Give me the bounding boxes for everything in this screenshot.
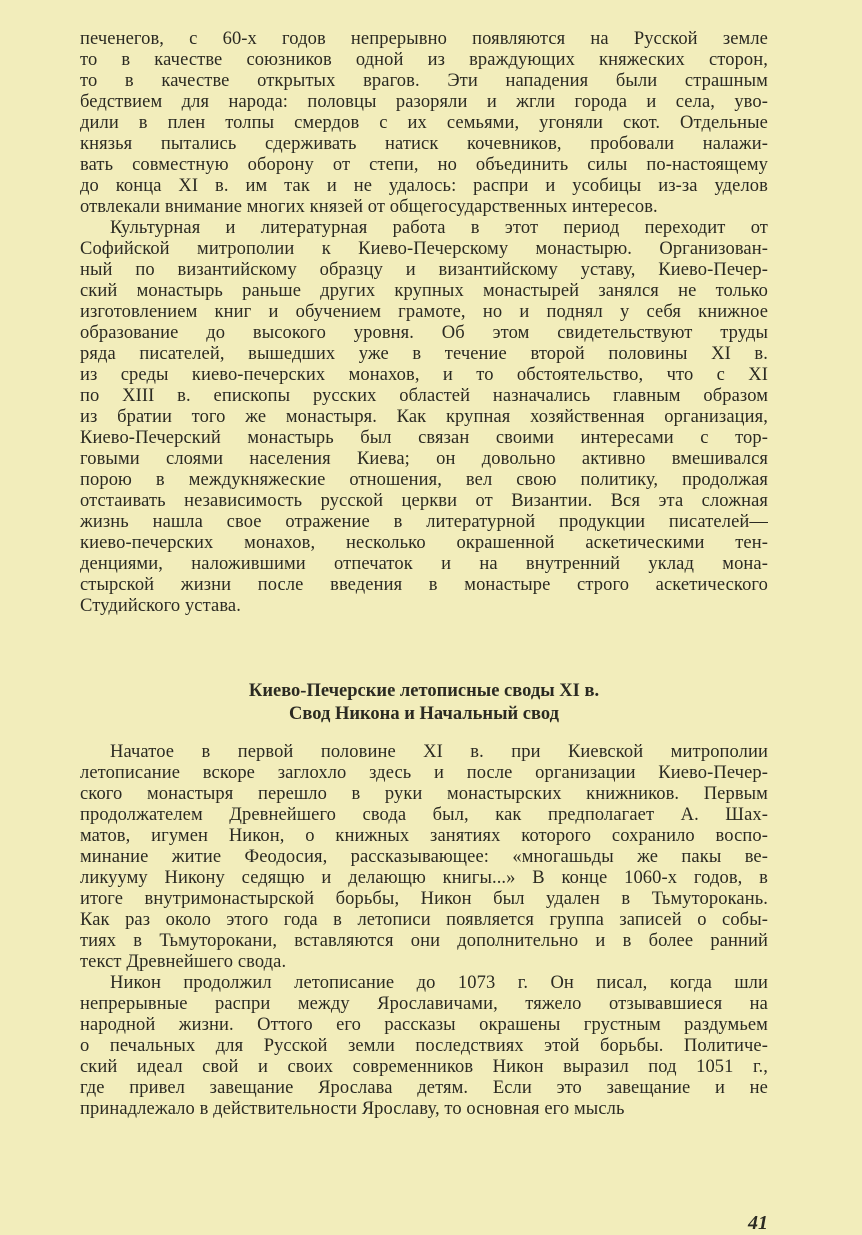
text-line: из братии того же монастыря. Как крупная хозяйственная организация, bbox=[80, 407, 768, 427]
text-line: князья пытались сдерживать натиск кочевников, пробовали налажи- bbox=[80, 134, 768, 154]
text-line: говыми слоями населения Киева; он довольно активно вмешивался bbox=[80, 449, 768, 469]
text-line: Начатое в первой половине XI в. при Киевской митрополии bbox=[110, 742, 768, 762]
text-line: Киево-Печерский монастырь был связан своими интересами с тор- bbox=[80, 428, 768, 448]
text-line: минание житие Феодосия, рассказывающее: «многашьды же пакы ве- bbox=[80, 847, 768, 867]
heading-line-1: Киево-Печерские летописные своды XI в. bbox=[248, 681, 600, 701]
text-section-2 bbox=[80, 742, 768, 1120]
paragraph bbox=[80, 742, 768, 973]
text-line: отстаивать независимость русской церкви от Византии. Вся эта сложная bbox=[80, 491, 768, 511]
text-line: ряда писателей, вышедших уже в течение второй половины XI в. bbox=[80, 344, 768, 364]
text-line: Никон продолжил летописание до 1073 г. Он писал, когда шли bbox=[110, 973, 768, 993]
section-heading bbox=[80, 680, 768, 726]
text-line: ский монастырь раньше других крупных монастырей занялся не только bbox=[80, 281, 768, 301]
paragraph bbox=[80, 973, 768, 1120]
text-line: продолжателем Древнейшего свода был, как предполагает А. Шах- bbox=[80, 805, 768, 825]
text-line: отвлекали внимание многих князей от общегосударственных интересов. bbox=[80, 197, 658, 217]
text-line: ликууму Никону седящю и делающю книгы...» В конце 1060-х годов, в bbox=[80, 868, 768, 888]
text-line: текст Древнейшего свода. bbox=[80, 952, 287, 972]
text-line: принадлежало в действительности Ярославу, то основная его мысль bbox=[80, 1099, 625, 1119]
heading-line-2: Свод Никона и Начальный свод bbox=[289, 704, 559, 724]
text-line: бедствием для народа: половцы разоряли и жгли города и села, уво- bbox=[80, 92, 768, 112]
text-line: Студийского устава. bbox=[80, 596, 241, 616]
text-line: непрерывные распри между Ярославичами, тяжело отзывавшиеся на bbox=[80, 994, 768, 1014]
text-line: тиях в Тьмуторокани, вставляются они дополнительно и в более ранний bbox=[80, 931, 768, 951]
text-line: Как раз около этого года в летописи появляется группа записей о собы- bbox=[80, 910, 768, 930]
text-section-1 bbox=[80, 29, 768, 617]
text-line: ского монастыря перешло в руки монастырских книжников. Первым bbox=[80, 784, 768, 804]
text-line: Софийской митрополии к Киево-Печерскому монастырю. Организован- bbox=[80, 239, 768, 259]
text-line: то в качестве союзников одной из враждующих княжеских сторон, bbox=[80, 50, 768, 70]
text-line: изготовлением книг и обучением грамоте, но и поднял у себя книжное bbox=[80, 302, 768, 322]
text-line: образование до высокого уровня. Об этом свидетельствуют труды bbox=[80, 323, 768, 343]
text-line: итоге внутримонастырской борьбы, Никон был удален в Тьмуторокань. bbox=[80, 889, 768, 909]
text-line: до конца XI в. им так и не удалось: распри и усобицы из-за уделов bbox=[80, 176, 768, 196]
text-line: Культурная и литературная работа в этот период переходит от bbox=[110, 218, 768, 238]
text-line: киево-печерских монахов, несколько окрашенной аскетическими тен- bbox=[80, 533, 768, 553]
text-line: летописание вскоре заглохло здесь и после организации Киево-Печер- bbox=[80, 763, 768, 783]
page-number: 41 bbox=[748, 1212, 768, 1234]
paragraph bbox=[80, 218, 768, 617]
text-line: стырской жизни после введения в монастыре строго аскетического bbox=[80, 575, 768, 595]
text-line: то в качестве открытых врагов. Эти нападения были страшным bbox=[80, 71, 768, 91]
text-line: матов, игумен Никон, о книжных занятиях которого сохранило воспо- bbox=[80, 826, 768, 846]
paragraph bbox=[80, 29, 768, 218]
text-line: о печальных для Русской земли последствиях этой борьбы. Политиче- bbox=[80, 1036, 768, 1056]
text-line: ский идеал свой и своих современников Никон выразил под 1051 г., bbox=[80, 1057, 768, 1077]
text-line: народной жизни. Оттого его рассказы окрашены грустным раздумьем bbox=[80, 1015, 768, 1035]
text-line: вать совместную оборону от степи, но объединить силы по-настоящему bbox=[80, 155, 768, 175]
text-line: денциями, наложившими отпечаток и на внутренний уклад мона- bbox=[80, 554, 768, 574]
text-line: печенегов, с 60-х годов непрерывно появляются на Русской земле bbox=[80, 29, 768, 49]
text-line: ный по византийскому образцу и византийскому уставу, Киево-Печер- bbox=[80, 260, 768, 280]
text-line: из среды киево-печерских монахов, и то обстоятельство, что с XI bbox=[80, 365, 768, 385]
text-line: жизнь нашла свое отражение в литературной продукции писателей— bbox=[80, 512, 768, 532]
text-line: дили в плен толпы смердов с их семьями, угоняли скот. Отдельные bbox=[80, 113, 768, 133]
text-line: порою в междукняжеские отношения, вел свою политику, продолжая bbox=[80, 470, 768, 490]
text-line: по XIII в. епископы русских областей назначались главным образом bbox=[80, 386, 768, 406]
text-line: где привел завещание Ярослава детям. Если это завещание и не bbox=[80, 1078, 768, 1098]
